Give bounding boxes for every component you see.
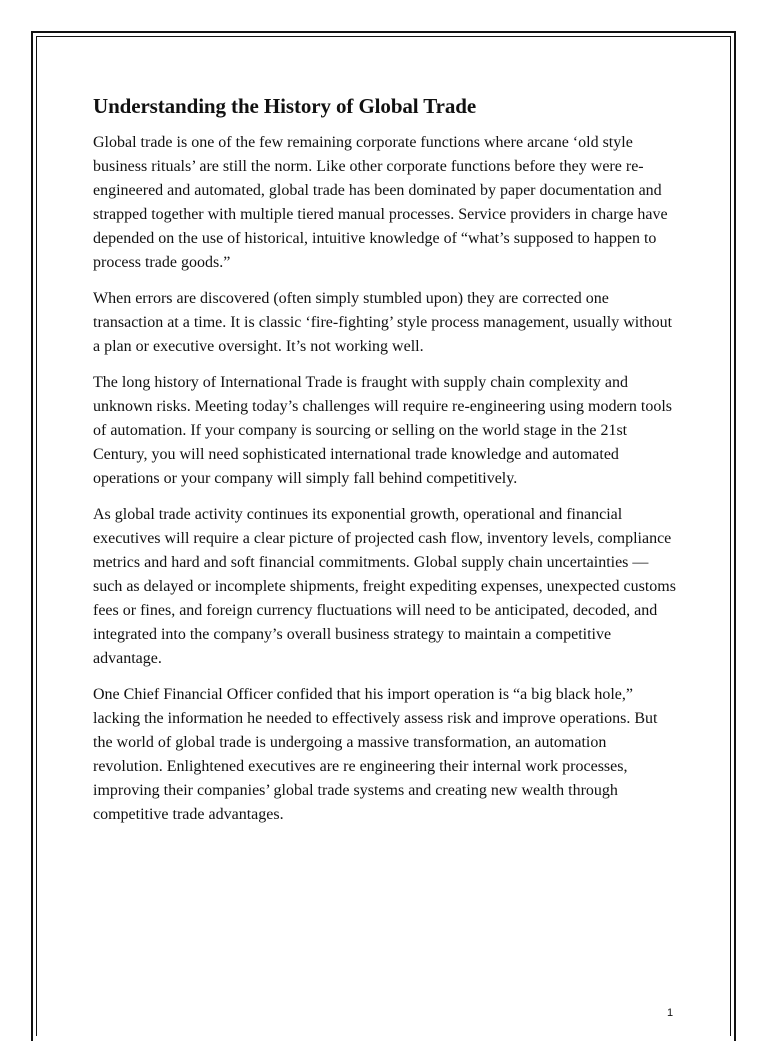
document-body <box>93 92 678 839</box>
page-number: 1 <box>667 1007 674 1019</box>
paragraph-3: The long history of International Trade is fraught with supply chain complexity and unknown risks. Meeting today’s challenges will require re-engineering using modern tools of automation. If your company is sourcing or selling on the world stage in the 21st Century, you will need sophisticated international trade knowledge and automated operations or your company will simply fall behind competitively. <box>93 374 672 487</box>
document-title: Understanding the History of Global Trade <box>93 94 477 118</box>
paragraph-4: As global trade activity continues its exponential growth, operational and financial executives will require a clear picture of projected cash flow, inventory levels, compliance metrics and hard and soft financial commitments. Global supply chain uncertainties — such as delayed or incomplete shipments, freight expediting expenses, unexpected customs fees or fines, and foreign currency fluctuations will need to be anticipated, decoded, and integrated into the company’s overall business strategy to maintain a competitive advantage. <box>93 506 676 667</box>
paragraph-5: One Chief Financial Officer confided that his import operation is “a big black hole,” lacking the information he needed to effectively assess risk and improve operations. But the world of global trade is undergoing a massive transformation, an automation revolution. Enlightened executives are re engineering their internal work processes, improving their companies’ global trade systems and creating new wealth through competitive trade advantages. <box>93 686 658 823</box>
paragraph-1: Global trade is one of the few remaining corporate functions where arcane ‘old style business rituals’ are still the norm. Like other corporate functions before they were re-engineered and automated, global trade has been dominated by paper documentation and strapped together with multiple tiered manual processes. Service providers in charge have depended on the use of historical, intuitive knowledge of “what’s supposed to happen to process trade goods.” <box>93 134 668 271</box>
paragraph-2: When errors are discovered (often simply stumbled upon) they are corrected one transaction at a time. It is classic ‘fire-fighting’ style process management, usually without a plan or executive oversight. It’s not working well. <box>93 290 673 355</box>
